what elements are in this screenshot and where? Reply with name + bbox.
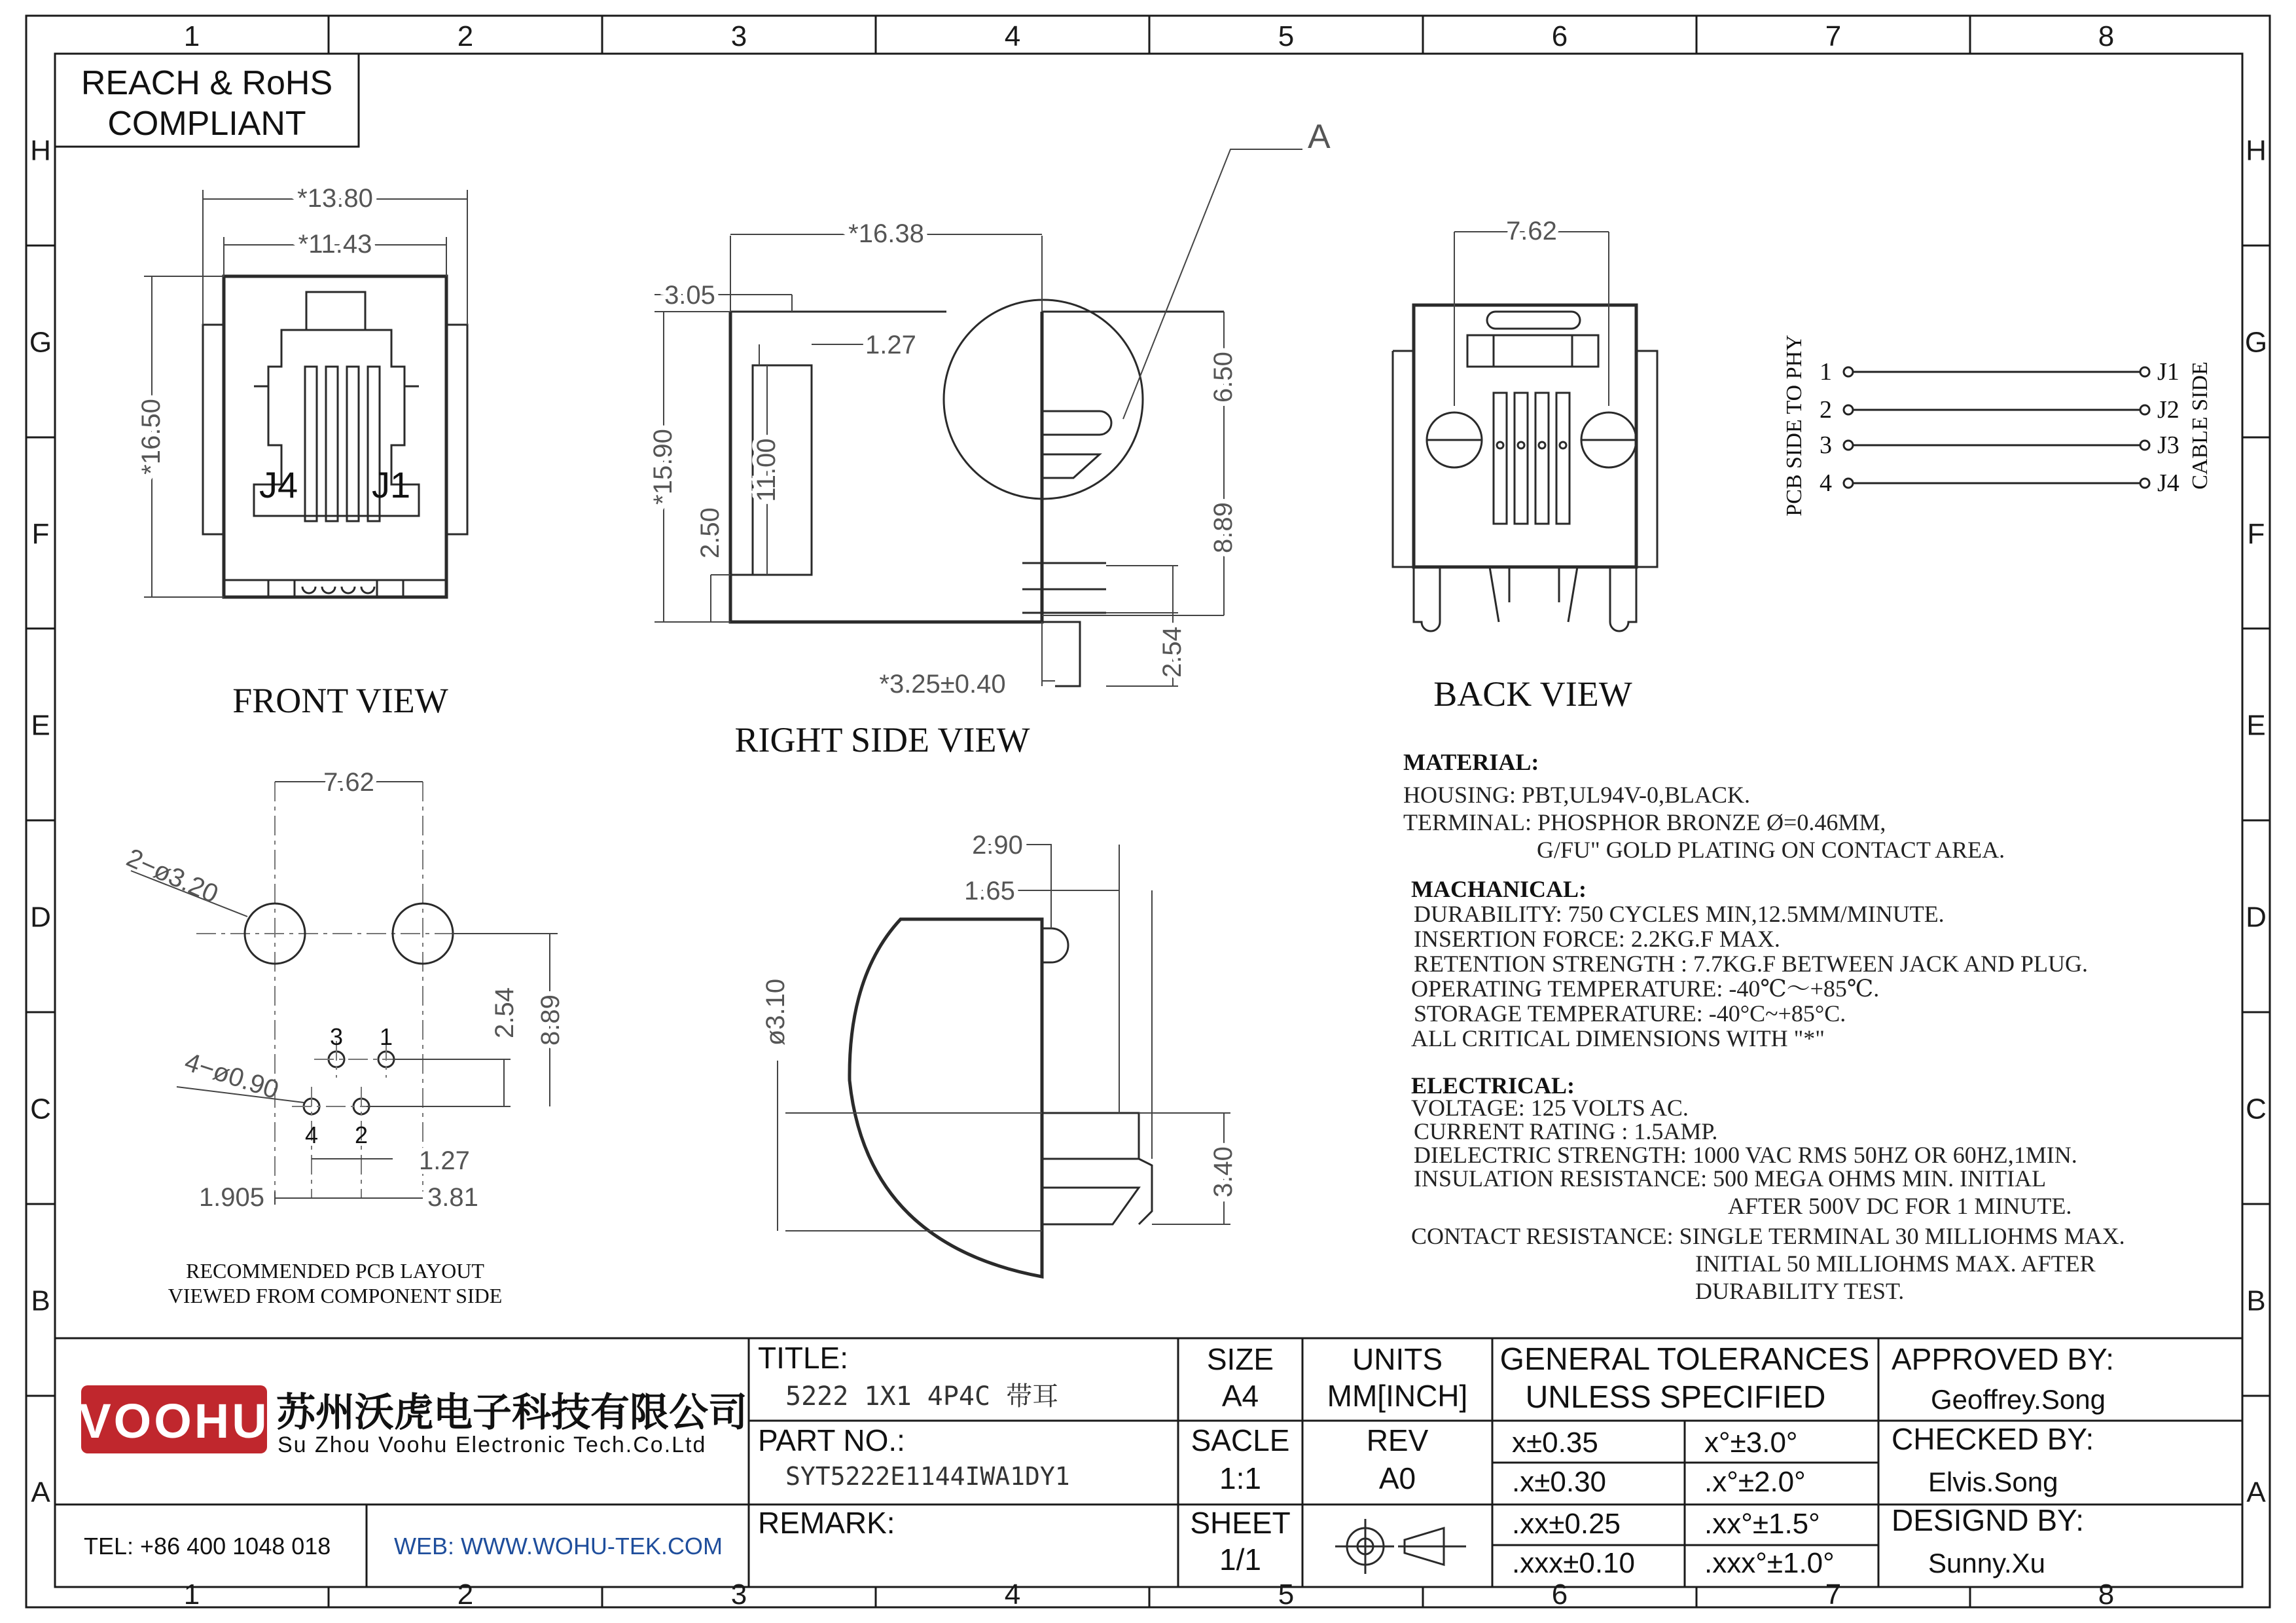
- zone-col-bottom-8: 8: [2098, 1578, 2115, 1611]
- side-dim-top: 3.05: [664, 281, 715, 310]
- wiring-diagram: [1782, 335, 2212, 516]
- scale-label: SACLE: [1191, 1423, 1290, 1457]
- back-view-title: BACK VIEW: [1433, 674, 1632, 714]
- right-view-title: RIGHT SIDE VIEW: [734, 720, 1030, 759]
- pcb-dim-big-hole: 2−ø3.20: [122, 843, 223, 909]
- spec-electrical-heading: ELECTRICAL:: [1411, 1072, 1575, 1099]
- wiring-pin-number: 2: [1820, 396, 1832, 424]
- size-value: A4: [1221, 1379, 1259, 1413]
- detail-callout-a: A: [1308, 118, 1331, 156]
- size-label: SIZE: [1206, 1342, 1274, 1376]
- right-side-view: [649, 118, 1331, 759]
- spec-line: VOLTAGE: 125 VOLTS AC.: [1411, 1095, 1689, 1121]
- zone-row-right-F: F: [2247, 518, 2265, 550]
- title-block: [55, 1338, 2242, 1587]
- zone-col-top-3: 3: [730, 20, 747, 52]
- wiring-jack-label: J4: [2157, 469, 2179, 497]
- detail-dim-a: 2.90: [972, 831, 1023, 860]
- specifications: [1403, 749, 2125, 1304]
- pcb-dim-x1: 1.905: [198, 1183, 265, 1212]
- tolerance-linear: .xx±0.25: [1512, 1508, 1621, 1540]
- tolerance-heading-1: GENERAL TOLERANCES: [1499, 1342, 1870, 1377]
- spec-line: AFTER 500V DC FOR 1 MINUTE.: [1728, 1193, 2072, 1219]
- pcb-pin-3: 3: [329, 1023, 344, 1050]
- wiring-jack-label: J2: [2157, 396, 2179, 424]
- wiring-row: [1820, 358, 2179, 386]
- pcb-dim-x2: 3.81: [427, 1183, 478, 1212]
- zone-col-top-5: 5: [1278, 20, 1295, 52]
- side-dim-b: 8.89: [1209, 502, 1238, 553]
- side-dim-step: 2.50: [696, 507, 725, 558]
- part-no-value: SYT5222E1144IWA1DY1: [785, 1462, 1070, 1491]
- wiring-right-label: CABLE SIDE: [2188, 361, 2212, 490]
- company-name-en: Su Zhou Voohu Electronic Tech.Co.Ltd: [278, 1432, 707, 1457]
- detail-dim-height: 3.40: [1209, 1146, 1238, 1197]
- zone-row-right-B: B: [2246, 1285, 2266, 1317]
- zone-row-left-H: H: [30, 134, 51, 167]
- pcb-dim-width: 7.62: [323, 768, 374, 797]
- zone-row-right-D: D: [2246, 901, 2267, 934]
- tolerance-angular: .xx°±1.5°: [1704, 1508, 1820, 1540]
- tolerance-angular: .xxx°±1.0°: [1704, 1547, 1835, 1579]
- zone-row-left-G: G: [29, 326, 52, 359]
- spec-material-heading: MATERIAL:: [1403, 749, 1539, 775]
- rev-value: A0: [1378, 1461, 1416, 1495]
- pcb-dim-small-hole: 4−ø0.90: [181, 1047, 283, 1105]
- wiring-row: [1820, 469, 2179, 497]
- wiring-jack-label: J3: [2157, 431, 2179, 459]
- compliance-line-1: REACH & RoHS: [81, 64, 333, 102]
- front-view: [137, 184, 467, 720]
- detail-dim-b: 1.65: [964, 877, 1015, 905]
- tolerance-linear: .x±0.30: [1512, 1466, 1607, 1498]
- zone-row-left-C: C: [30, 1093, 51, 1125]
- zone-row-right-A: A: [2246, 1476, 2266, 1508]
- spec-line: DURABILITY: 750 CYCLES MIN,12.5MM/MINUTE.: [1414, 901, 1945, 927]
- zone-col-bottom-2: 2: [457, 1578, 474, 1611]
- zone-row-left-A: A: [31, 1476, 50, 1508]
- projection-symbol-icon: [1335, 1519, 1466, 1574]
- pcb-dim-pitch: 1.27: [419, 1146, 470, 1175]
- spec-line: INSERTION FORCE: 2.2KG.F MAX.: [1414, 926, 1780, 952]
- approved-value: Geoffrey.Song: [1931, 1384, 2106, 1415]
- back-dim-width: 7.62: [1506, 217, 1557, 246]
- front-view-title: FRONT VIEW: [232, 681, 448, 720]
- zone-col-bottom-1: 1: [183, 1578, 200, 1611]
- zone-row-left-F: F: [31, 518, 50, 550]
- pcb-pin-1: 1: [379, 1023, 393, 1050]
- side-dim-inner: 11.00: [752, 438, 781, 502]
- tolerance-angular: .x°±2.0°: [1704, 1466, 1806, 1498]
- sheet-label: SHEET: [1190, 1506, 1291, 1540]
- zone-col-top-4: 4: [1004, 20, 1021, 52]
- wiring-left-label: PCB SIDE TO PHY: [1782, 335, 1806, 517]
- company-name-cn: 苏州沃虎电子科技有限公司: [276, 1391, 747, 1434]
- remark-label: REMARK:: [758, 1506, 895, 1540]
- zone-col-bottom-5: 5: [1278, 1578, 1295, 1611]
- pcb-dim-v1: 2.54: [490, 987, 519, 1038]
- zone-row-right-E: E: [2246, 709, 2266, 742]
- zone-row-left-E: E: [31, 709, 50, 742]
- zone-col-bottom-6: 6: [1551, 1578, 1568, 1611]
- front-contact-pin: [326, 367, 338, 521]
- title-label: TITLE:: [758, 1341, 849, 1375]
- checked-label: CHECKED BY:: [1892, 1422, 2094, 1456]
- spec-line: HOUSING: PBT,UL94V-0,BLACK.: [1403, 782, 1751, 808]
- spec-line: G/FU" GOLD PLATING ON CONTACT AREA.: [1537, 837, 2005, 863]
- zone-col-top-7: 7: [1825, 20, 1842, 52]
- spec-line: STORAGE TEMPERATURE: -40°C~+85°C.: [1414, 1000, 1846, 1027]
- checked-value: Elvis.Song: [1928, 1467, 2058, 1497]
- spec-line: CURRENT RATING : 1.5AMP.: [1414, 1118, 1718, 1144]
- back-contact-pin: [1494, 393, 1507, 524]
- tolerance-heading-2: UNLESS SPECIFIED: [1525, 1380, 1826, 1415]
- scale-value: 1:1: [1219, 1461, 1261, 1495]
- spec-line: TERMINAL: PHOSPHOR BRONZE Ø=0.46MM,: [1403, 809, 1886, 835]
- units-label: UNITS: [1352, 1342, 1443, 1376]
- spec-line: ALL CRITICAL DIMENSIONS WITH "*": [1411, 1025, 1825, 1051]
- back-view: [1393, 217, 1657, 714]
- front-label-j1: J1: [372, 464, 411, 505]
- front-label-j4: J4: [259, 464, 298, 505]
- zone-row-left-B: B: [31, 1285, 50, 1317]
- contact-tel: TEL: +86 400 1048 018: [84, 1533, 331, 1559]
- designed-value: Sunny.Xu: [1928, 1548, 2046, 1578]
- rev-label: REV: [1366, 1423, 1429, 1457]
- front-contact-pin: [347, 367, 359, 521]
- side-dim-c: 2.54: [1158, 627, 1187, 678]
- brand-logo-text: VOOHU: [79, 1394, 270, 1448]
- compliance-box: [55, 54, 359, 147]
- back-contact-pin: [1535, 393, 1549, 524]
- spec-line: OPERATING TEMPERATURE: -40℃～+85℃.: [1411, 976, 1880, 1002]
- spec-line: DURABILITY TEST.: [1695, 1278, 1905, 1304]
- zone-col-top-2: 2: [457, 20, 474, 52]
- pcb-dim-v2: 8.89: [536, 994, 565, 1046]
- detail-dim-diameter: ø3.10: [761, 978, 790, 1046]
- zone-col-bottom-4: 4: [1004, 1578, 1021, 1611]
- side-dim-width: *16.38: [848, 219, 924, 248]
- units-value: MM[INCH]: [1327, 1379, 1468, 1413]
- designed-label: DESIGND BY:: [1892, 1503, 2084, 1537]
- zone-col-top-1: 1: [183, 20, 200, 52]
- back-contact-pin: [1515, 393, 1528, 524]
- zone-row-right-C: C: [2246, 1093, 2267, 1125]
- zone-row-right-G: G: [2244, 326, 2268, 359]
- pcb-layout-view: [122, 768, 565, 1307]
- front-dim-width-inner: *11.43: [298, 230, 372, 259]
- zone-col-top-6: 6: [1551, 20, 1568, 52]
- wiring-row: [1820, 396, 2179, 424]
- contact-web: WEB: WWW.WOHU-TEK.COM: [394, 1533, 723, 1559]
- wiring-pin-number: 3: [1820, 431, 1832, 459]
- zone-row-right-H: H: [2246, 134, 2267, 167]
- zone-col-top-8: 8: [2098, 20, 2115, 52]
- part-no-label: PART NO.:: [758, 1423, 905, 1457]
- side-dim-pitch: 1.27: [865, 331, 916, 359]
- zone-row-left-D: D: [30, 901, 51, 934]
- spec-line: DIELECTRIC STRENGTH: 1000 VAC RMS 50HZ OR 60HZ,1MIN.: [1414, 1142, 2077, 1168]
- side-dim-a: 6.50: [1209, 352, 1238, 403]
- detail-a-view: [761, 831, 1238, 1277]
- tolerance-linear: x±0.35: [1512, 1427, 1598, 1459]
- wiring-pin-number: 1: [1820, 358, 1832, 386]
- pcb-view-title-2: VIEWED FROM COMPONENT SIDE: [168, 1284, 503, 1307]
- tolerance-angular: x°±3.0°: [1704, 1427, 1798, 1459]
- compliance-line-2: COMPLIANT: [107, 105, 306, 143]
- approved-label: APPROVED BY:: [1892, 1342, 2115, 1376]
- spec-line: CONTACT RESISTANCE: SINGLE TERMINAL 30 MILLIOHMS MAX.: [1411, 1223, 2125, 1249]
- front-dim-width-outer: *13.80: [297, 184, 373, 213]
- zone-col-bottom-7: 7: [1825, 1578, 1842, 1611]
- wiring-pin-number: 4: [1820, 469, 1832, 497]
- wiring-jack-label: J1: [2157, 358, 2179, 386]
- back-contact-pin: [1556, 393, 1570, 524]
- front-dim-height: *16.50: [137, 399, 166, 475]
- pcb-pin-4: 4: [304, 1122, 319, 1148]
- spec-line: RETENTION STRENGTH : 7.7KG.F BETWEEN JACK AND PLUG.: [1414, 951, 2088, 977]
- spec-line: INITIAL 50 MILLIOHMS MAX. AFTER: [1695, 1250, 2096, 1277]
- spec-mechanical-heading: MACHANICAL:: [1411, 876, 1587, 902]
- pcb-pin-2: 2: [354, 1122, 368, 1148]
- sheet-value: 1/1: [1219, 1542, 1261, 1577]
- tolerance-linear: .xxx±0.10: [1512, 1547, 1636, 1579]
- side-dim-pin: *3.25±0.40: [879, 670, 1006, 699]
- side-dim-height: *15.90: [649, 429, 677, 505]
- title-value: 5222 1X1 4P4C 带耳: [785, 1381, 1059, 1412]
- front-contact-pin: [305, 367, 317, 521]
- zone-col-bottom-3: 3: [730, 1578, 747, 1611]
- pcb-view-title-1: RECOMMENDED PCB LAYOUT: [186, 1259, 484, 1283]
- spec-line: INSULATION RESISTANCE: 500 MEGA OHMS MIN. INITIAL: [1414, 1165, 2047, 1192]
- wiring-row: [1820, 431, 2179, 459]
